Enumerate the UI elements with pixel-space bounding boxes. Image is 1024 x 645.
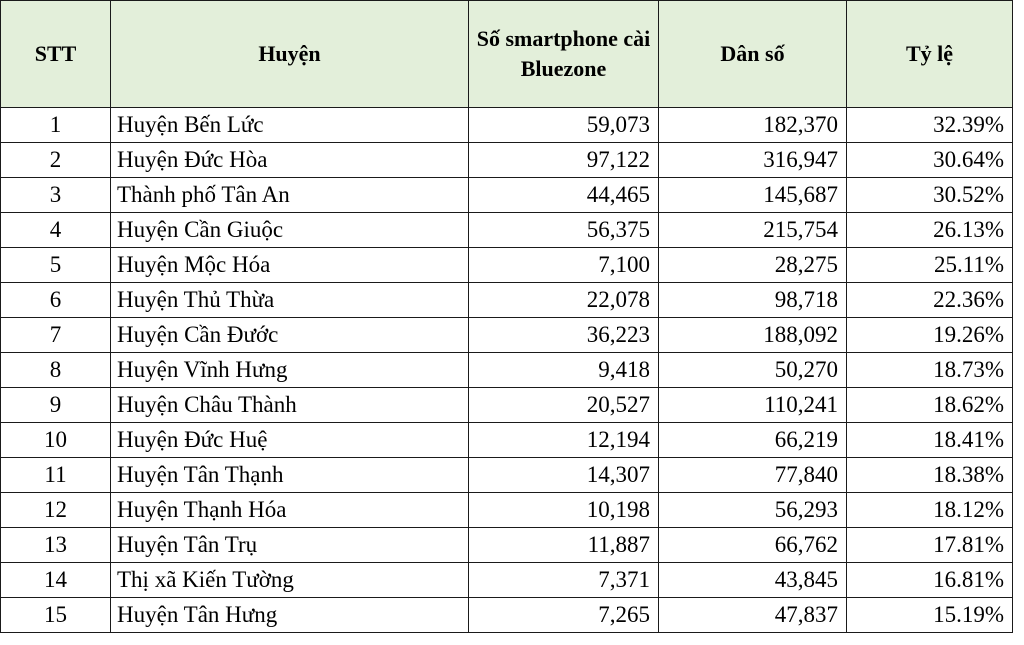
cell-district: Huyện Mộc Hóa [111, 248, 469, 283]
cell-population: 66,219 [659, 423, 847, 458]
cell-smartphones: 7,265 [469, 598, 659, 633]
cell-ratio: 17.81% [847, 528, 1013, 563]
cell-district: Huyện Thủ Thừa [111, 283, 469, 318]
cell-population: 215,754 [659, 213, 847, 248]
table-row [1, 353, 1013, 388]
cell-ratio: 18.41% [847, 423, 1013, 458]
cell-ratio: 30.64% [847, 143, 1013, 178]
table-row [1, 563, 1013, 598]
cell-smartphones: 22,078 [469, 283, 659, 318]
cell-stt: 7 [1, 318, 111, 353]
cell-smartphones: 14,307 [469, 458, 659, 493]
cell-population: 47,837 [659, 598, 847, 633]
cell-smartphones: 11,887 [469, 528, 659, 563]
header-ratio: Tỷ lệ [847, 1, 1013, 108]
cell-population: 43,845 [659, 563, 847, 598]
cell-ratio: 25.11% [847, 248, 1013, 283]
cell-district: Huyện Cần Đước [111, 318, 469, 353]
cell-population: 188,092 [659, 318, 847, 353]
header-population: Dân số [659, 1, 847, 108]
header-row [1, 1, 1013, 108]
cell-district: Huyện Bến Lức [111, 108, 469, 143]
cell-smartphones: 20,527 [469, 388, 659, 423]
table-row [1, 248, 1013, 283]
cell-population: 316,947 [659, 143, 847, 178]
cell-district: Huyện Đức Hòa [111, 143, 469, 178]
cell-district: Thị xã Kiến Tường [111, 563, 469, 598]
cell-stt: 5 [1, 248, 111, 283]
cell-district: Huyện Tân Hưng [111, 598, 469, 633]
cell-smartphones: 7,100 [469, 248, 659, 283]
cell-district: Huyện Tân Trụ [111, 528, 469, 563]
cell-ratio: 16.81% [847, 563, 1013, 598]
cell-population: 98,718 [659, 283, 847, 318]
cell-population: 110,241 [659, 388, 847, 423]
cell-ratio: 18.73% [847, 353, 1013, 388]
cell-ratio: 15.19% [847, 598, 1013, 633]
table-row [1, 493, 1013, 528]
cell-smartphones: 36,223 [469, 318, 659, 353]
cell-ratio: 26.13% [847, 213, 1013, 248]
cell-stt: 14 [1, 563, 111, 598]
cell-smartphones: 44,465 [469, 178, 659, 213]
cell-smartphones: 7,371 [469, 563, 659, 598]
table-row [1, 213, 1013, 248]
cell-ratio: 18.62% [847, 388, 1013, 423]
cell-district: Huyện Cần Giuộc [111, 213, 469, 248]
cell-stt: 10 [1, 423, 111, 458]
header-district: Huyện [111, 1, 469, 108]
cell-stt: 3 [1, 178, 111, 213]
cell-population: 145,687 [659, 178, 847, 213]
header-smartphones: Số smartphone cài Bluezone [469, 1, 659, 108]
table-row [1, 528, 1013, 563]
cell-district: Thành phố Tân An [111, 178, 469, 213]
cell-ratio: 32.39% [847, 108, 1013, 143]
cell-ratio: 22.36% [847, 283, 1013, 318]
cell-district: Huyện Châu Thành [111, 388, 469, 423]
cell-district: Huyện Thạnh Hóa [111, 493, 469, 528]
table-row [1, 388, 1013, 423]
cell-ratio: 30.52% [847, 178, 1013, 213]
table-row [1, 143, 1013, 178]
cell-district: Huyện Vĩnh Hưng [111, 353, 469, 388]
cell-population: 182,370 [659, 108, 847, 143]
cell-smartphones: 10,198 [469, 493, 659, 528]
table-row [1, 108, 1013, 143]
cell-ratio: 18.38% [847, 458, 1013, 493]
table-row [1, 423, 1013, 458]
cell-stt: 4 [1, 213, 111, 248]
cell-ratio: 18.12% [847, 493, 1013, 528]
cell-population: 28,275 [659, 248, 847, 283]
cell-stt: 8 [1, 353, 111, 388]
cell-population: 50,270 [659, 353, 847, 388]
cell-stt: 15 [1, 598, 111, 633]
table-row [1, 283, 1013, 318]
cell-stt: 9 [1, 388, 111, 423]
cell-stt: 11 [1, 458, 111, 493]
cell-population: 77,840 [659, 458, 847, 493]
table-body [1, 108, 1013, 633]
table-row [1, 598, 1013, 633]
cell-population: 66,762 [659, 528, 847, 563]
cell-stt: 13 [1, 528, 111, 563]
cell-smartphones: 59,073 [469, 108, 659, 143]
cell-district: Huyện Tân Thạnh [111, 458, 469, 493]
table-row [1, 178, 1013, 213]
table-header [1, 1, 1013, 108]
cell-smartphones: 9,418 [469, 353, 659, 388]
cell-smartphones: 56,375 [469, 213, 659, 248]
cell-stt: 12 [1, 493, 111, 528]
cell-stt: 1 [1, 108, 111, 143]
cell-ratio: 19.26% [847, 318, 1013, 353]
cell-smartphones: 12,194 [469, 423, 659, 458]
header-stt: STT [1, 1, 111, 108]
cell-smartphones: 97,122 [469, 143, 659, 178]
cell-stt: 2 [1, 143, 111, 178]
cell-district: Huyện Đức Huệ [111, 423, 469, 458]
cell-population: 56,293 [659, 493, 847, 528]
cell-stt: 6 [1, 283, 111, 318]
table-row [1, 318, 1013, 353]
table-row [1, 458, 1013, 493]
